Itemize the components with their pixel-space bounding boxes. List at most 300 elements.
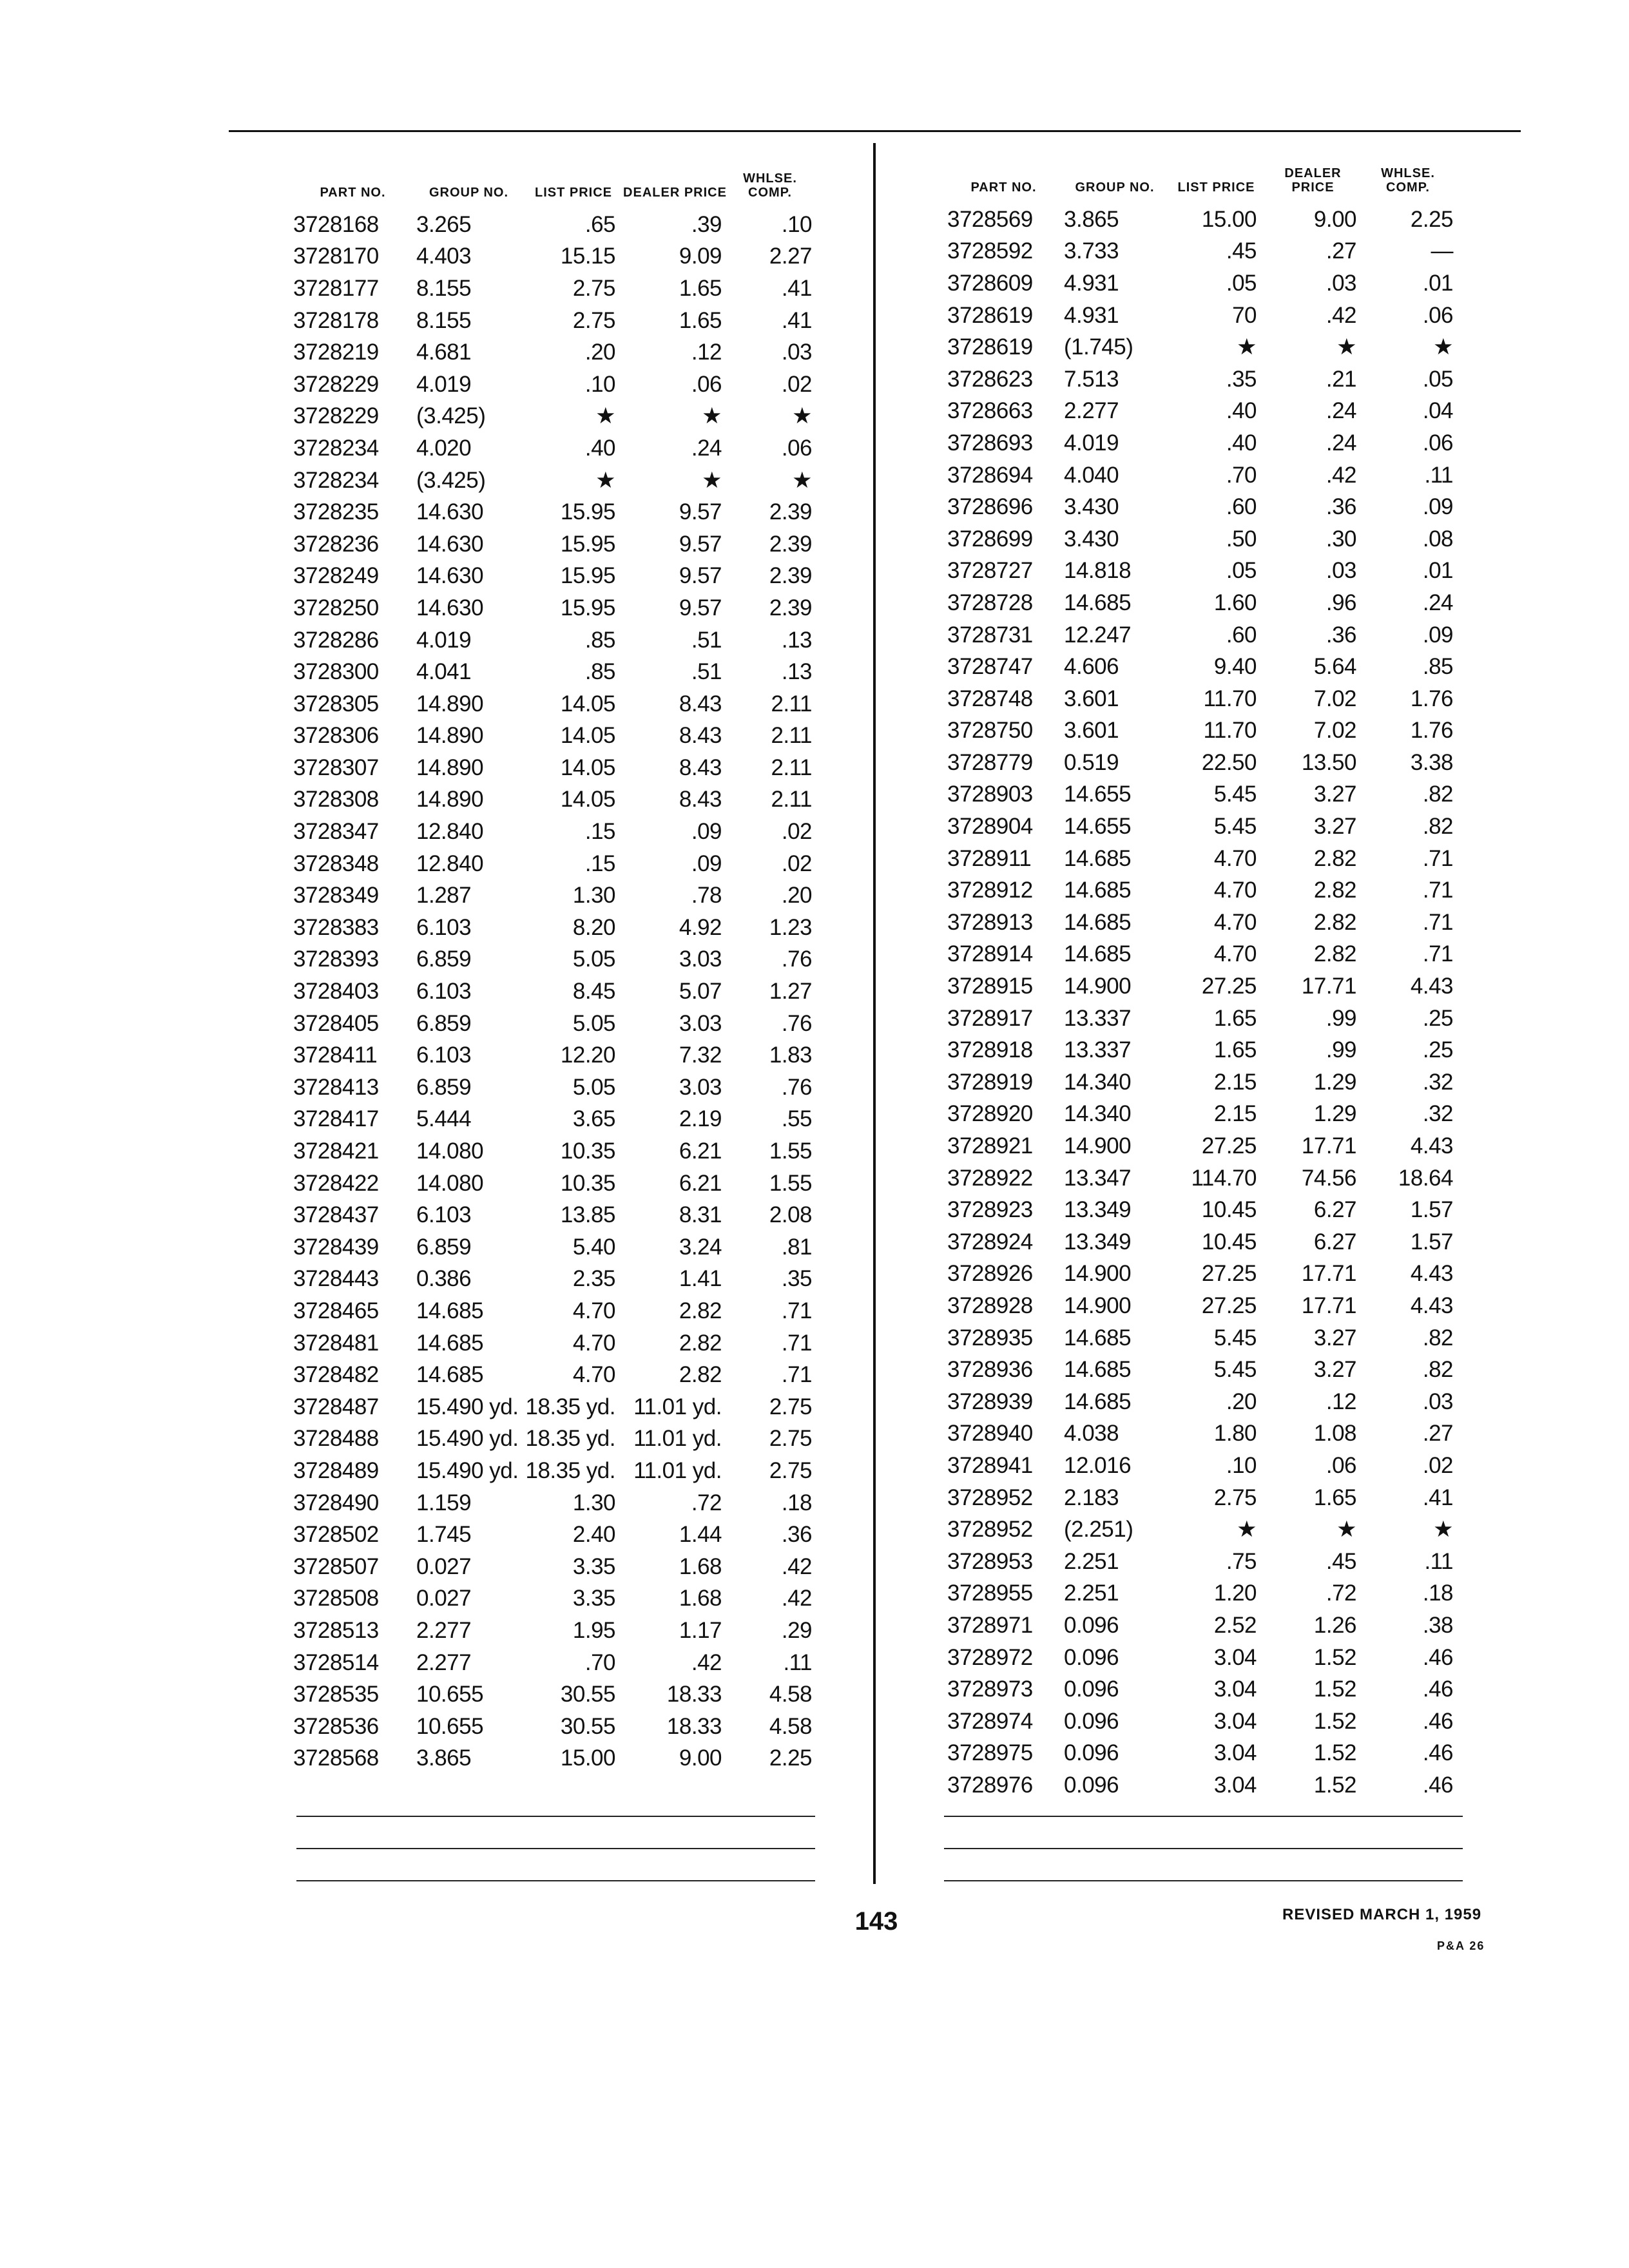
group-no-cell: 14.080: [416, 1139, 484, 1164]
whlse-comp-cell: 2.75: [769, 1457, 812, 1483]
part-no-cell: 3728443: [293, 1266, 379, 1292]
group-no-cell: 13.349: [1064, 1229, 1132, 1254]
table-row: [947, 427, 1453, 459]
list-price-cell: .85: [584, 627, 615, 653]
group-no-cell: 3.430: [1064, 494, 1119, 520]
dealer-price-cell: .45: [1325, 1548, 1356, 1574]
group-no-cell: 1.159: [416, 1490, 472, 1515]
table-row: [293, 975, 812, 1008]
table-row: [947, 491, 1453, 523]
part-no-cell: 3728250: [293, 595, 379, 620]
whlse-comp-cell: .03: [781, 340, 812, 365]
table-row: [293, 1615, 812, 1647]
whlse-comp-cell: 4.58: [769, 1682, 812, 1707]
part-no-cell: 3728422: [293, 1170, 379, 1196]
group-no-cell: 0.096: [1064, 1677, 1119, 1702]
group-no-cell: (1.745): [1064, 334, 1133, 360]
group-no-cell: 5.444: [416, 1106, 472, 1132]
table-row: [293, 465, 812, 497]
part-no-cell: 3728926: [947, 1261, 1033, 1287]
header-dealer-price: DEALER PRICE: [1284, 166, 1342, 195]
list-price-cell: 2.52: [1213, 1612, 1257, 1638]
table-row: [293, 912, 812, 944]
table-row: [947, 1514, 1453, 1546]
dealer-price-cell: 1.65: [1313, 1485, 1356, 1510]
table-row: [947, 715, 1453, 747]
dealer-price-cell: 1.65: [679, 275, 722, 301]
list-price-cell: 13.85: [560, 1202, 615, 1228]
whlse-comp-cell: .06: [781, 435, 812, 461]
part-no-cell: 3728921: [947, 1133, 1033, 1159]
group-no-cell: 14.890: [416, 787, 484, 812]
part-no-cell: 3728482: [293, 1362, 379, 1388]
table-row: [293, 1487, 812, 1519]
dealer-price-cell: .09: [691, 850, 722, 876]
group-no-cell: 2.251: [1064, 1581, 1119, 1606]
header-list-price: LIST PRICE: [534, 186, 612, 200]
table-row: [293, 879, 812, 912]
table-row: [947, 1162, 1453, 1195]
whlse-comp-cell: .76: [781, 1074, 812, 1100]
group-no-cell: 1.745: [416, 1522, 472, 1548]
whlse-comp-cell: .71: [1422, 941, 1453, 967]
list-price-cell: 2.75: [572, 307, 615, 333]
table-row: [293, 944, 812, 976]
table-row: [293, 273, 812, 305]
whlse-comp-cell: 2.27: [769, 244, 812, 269]
part-no-cell: 3728623: [947, 366, 1033, 392]
whlse-comp-cell: .85: [1422, 654, 1453, 680]
group-no-cell: 4.019: [416, 627, 472, 653]
table-row: [947, 1354, 1453, 1386]
dealer-price-cell: 4.92: [679, 914, 722, 940]
whlse-comp-cell: 4.43: [1410, 1133, 1453, 1159]
list-price-cell: 30.55: [560, 1682, 615, 1707]
table-row: [293, 1423, 812, 1456]
list-price-cell: 10.45: [1201, 1197, 1257, 1223]
column-divider: [873, 143, 876, 1884]
table-row: [293, 752, 812, 784]
part-no-cell: 3728168: [293, 211, 379, 237]
group-no-cell: 4.038: [1064, 1421, 1119, 1446]
whlse-comp-cell: 2.39: [769, 563, 812, 589]
part-no-cell: 3728940: [947, 1421, 1033, 1446]
part-no-cell: 3728286: [293, 627, 379, 653]
part-no-cell: 3728305: [293, 691, 379, 716]
dealer-price-cell: 2.82: [679, 1362, 722, 1388]
whlse-comp-cell: .71: [781, 1362, 812, 1388]
list-price-cell: 14.05: [560, 787, 615, 812]
group-no-cell: 14.685: [1064, 909, 1132, 935]
whlse-comp-cell: .25: [1422, 1037, 1453, 1063]
list-price-cell: 14.05: [560, 754, 615, 780]
right-column: [947, 148, 1453, 1802]
dealer-price-cell: 2.19: [679, 1106, 722, 1132]
dealer-price-cell: 2.82: [1313, 845, 1356, 871]
whlse-comp-cell: .82: [1422, 1357, 1453, 1383]
group-no-cell: (3.425): [416, 403, 486, 429]
table-row: [947, 300, 1453, 332]
dealer-price-cell: 17.71: [1301, 1261, 1356, 1287]
list-price-cell: 15.00: [560, 1745, 615, 1771]
right-parts-table: [947, 148, 1453, 1802]
group-no-cell: 12.016: [1064, 1452, 1132, 1478]
list-price-cell: 3.04: [1213, 1740, 1257, 1766]
group-no-cell: 6.859: [416, 1010, 472, 1036]
table-row: [947, 1386, 1453, 1418]
group-no-cell: 4.931: [1064, 302, 1119, 328]
list-price-cell: 5.45: [1213, 1357, 1257, 1383]
table-row: [947, 1066, 1453, 1099]
table-row: [293, 209, 812, 241]
whlse-comp-cell: .55: [781, 1106, 812, 1132]
whlse-comp-cell: .11: [783, 1649, 812, 1675]
list-price-cell: 5.40: [572, 1234, 615, 1260]
list-price-cell: 3.04: [1213, 1677, 1257, 1702]
group-no-cell: 6.859: [416, 947, 472, 972]
part-no-cell: 3728481: [293, 1330, 379, 1356]
group-no-cell: 14.685: [1064, 878, 1132, 903]
dealer-price-cell: .39: [691, 211, 722, 237]
list-price-cell: ★: [595, 403, 615, 429]
list-price-cell: 2.35: [572, 1266, 615, 1292]
group-no-cell: 8.155: [416, 275, 472, 301]
group-no-cell: 15.490 yd.: [416, 1394, 519, 1419]
group-no-cell: 6.103: [416, 979, 472, 1004]
part-no-cell: 3728922: [947, 1165, 1033, 1191]
table-row: [947, 843, 1453, 875]
list-price-cell: .60: [1226, 494, 1257, 520]
part-no-cell: 3728935: [947, 1325, 1033, 1350]
table-row: [947, 811, 1453, 843]
part-no-cell: 3728609: [947, 270, 1033, 296]
table-row: [947, 1610, 1453, 1642]
group-no-cell: 14.890: [416, 723, 484, 749]
list-price-cell: 14.05: [560, 691, 615, 716]
group-no-cell: 0.096: [1064, 1612, 1119, 1638]
part-no-cell: 3728502: [293, 1522, 379, 1548]
dealer-price-cell: 2.82: [1313, 941, 1356, 967]
list-price-cell: ★: [595, 467, 615, 493]
group-no-cell: 14.685: [1064, 1357, 1132, 1383]
dealer-price-cell: 7.32: [679, 1043, 722, 1068]
list-price-cell: 1.30: [572, 1490, 615, 1515]
part-no-cell: 3728915: [947, 974, 1033, 999]
part-no-cell: 3728234: [293, 435, 379, 461]
table-row: [293, 496, 812, 528]
dealer-price-cell: ★: [1336, 334, 1356, 360]
dealer-price-cell: 1.41: [679, 1266, 722, 1292]
table-row: [947, 1194, 1453, 1226]
dealer-price-cell: .99: [1325, 1037, 1356, 1063]
group-no-cell: 6.103: [416, 914, 472, 940]
part-no-cell: 3728917: [947, 1005, 1033, 1031]
group-no-cell: 14.890: [416, 754, 484, 780]
dealer-price-cell: .51: [691, 627, 722, 653]
right-table-body: [947, 204, 1453, 1802]
table-row: [947, 779, 1453, 811]
list-price-cell: 3.04: [1213, 1772, 1257, 1798]
part-no-cell: 3728535: [293, 1682, 379, 1707]
table-row: [293, 1168, 812, 1200]
group-no-cell: 4.019: [416, 371, 472, 397]
part-no-cell: 3728300: [293, 659, 379, 685]
part-no-cell: 3728308: [293, 787, 379, 812]
list-price-cell: 1.20: [1213, 1581, 1257, 1606]
table-row: [293, 1327, 812, 1360]
whlse-comp-cell: 4.58: [769, 1713, 812, 1739]
header-whlse-comp: WHLSE. COMP.: [1381, 166, 1435, 195]
table-row: [947, 204, 1453, 236]
list-price-cell: .40: [1226, 398, 1257, 424]
group-no-cell: 14.655: [1064, 782, 1132, 807]
part-no-cell: 3728465: [293, 1298, 379, 1323]
group-no-cell: 14.685: [416, 1330, 484, 1356]
list-price-cell: 4.70: [572, 1330, 615, 1356]
list-price-cell: 1.65: [1213, 1005, 1257, 1031]
group-no-cell: 12.840: [416, 850, 484, 876]
group-no-cell: 14.630: [416, 563, 484, 589]
dealer-price-cell: 1.68: [679, 1553, 722, 1579]
group-no-cell: 14.685: [416, 1298, 484, 1323]
dealer-price-cell: 9.09: [679, 244, 722, 269]
dealer-price-cell: .24: [1325, 430, 1356, 456]
dealer-price-cell: .51: [691, 659, 722, 685]
part-no-cell: 3728936: [947, 1357, 1033, 1383]
part-no-cell: 3728972: [947, 1644, 1033, 1670]
dealer-price-cell: ★: [702, 467, 722, 493]
group-no-cell: 8.155: [416, 307, 472, 333]
whlse-comp-cell: 3.38: [1410, 749, 1453, 775]
list-price-cell: 3.04: [1213, 1644, 1257, 1670]
table-row: [293, 816, 812, 848]
part-no-cell: 3728513: [293, 1617, 379, 1643]
group-no-cell: 2.277: [416, 1649, 472, 1675]
dealer-price-cell: .06: [691, 371, 722, 397]
whlse-comp-cell: .24: [1422, 590, 1453, 615]
whlse-comp-cell: 2.11: [771, 691, 812, 716]
dealer-price-cell: 6.27: [1313, 1229, 1356, 1254]
part-no-cell: 3728536: [293, 1713, 379, 1739]
list-price-cell: 4.70: [572, 1362, 615, 1388]
table-row: [293, 401, 812, 433]
list-price-cell: 8.45: [572, 979, 615, 1004]
part-no-cell: 3728955: [947, 1581, 1033, 1606]
header-dealer-price: DEALER PRICE: [623, 186, 727, 200]
table-row: [947, 1258, 1453, 1291]
group-no-cell: 2.183: [1064, 1485, 1119, 1510]
list-price-cell: .15: [584, 850, 615, 876]
table-row: [293, 848, 812, 880]
dealer-price-cell: 2.82: [679, 1330, 722, 1356]
group-no-cell: 4.931: [1064, 270, 1119, 296]
part-no-cell: 3728170: [293, 244, 379, 269]
group-no-cell: 4.041: [416, 659, 472, 685]
table-row: [293, 1391, 812, 1423]
table-row: [947, 683, 1453, 715]
table-row: [947, 555, 1453, 588]
table-row: [293, 1008, 812, 1040]
dealer-price-cell: 5.07: [679, 979, 722, 1004]
table-row: [947, 396, 1453, 428]
list-price-cell: 1.65: [1213, 1037, 1257, 1063]
dealer-price-cell: 1.26: [1313, 1612, 1356, 1638]
whlse-comp-cell: .02: [781, 850, 812, 876]
part-no-cell: 3728974: [947, 1708, 1033, 1734]
list-price-cell: 3.35: [572, 1586, 615, 1611]
dealer-price-cell: 1.29: [1313, 1101, 1356, 1127]
list-price-cell: 5.05: [572, 1074, 615, 1100]
group-no-cell: 14.655: [1064, 814, 1132, 840]
dealer-price-cell: 5.64: [1313, 654, 1356, 680]
part-no-cell: 3728939: [947, 1389, 1033, 1414]
whlse-comp-cell: 2.11: [771, 723, 812, 749]
group-no-cell: 15.490 yd.: [416, 1457, 519, 1483]
group-no-cell: 15.490 yd.: [416, 1426, 519, 1452]
whlse-comp-cell: 2.39: [769, 499, 812, 525]
whlse-comp-cell: .11: [1424, 1548, 1453, 1574]
whlse-comp-cell: 1.55: [769, 1170, 812, 1196]
header-whlse-comp: WHLSE. COMP.: [743, 171, 797, 200]
group-no-cell: 14.685: [1064, 590, 1132, 615]
part-no-cell: 3728421: [293, 1139, 379, 1164]
whlse-comp-cell: .71: [781, 1330, 812, 1356]
list-price-cell: 15.00: [1201, 206, 1257, 232]
table-row: [293, 561, 812, 593]
part-no-cell: 3728489: [293, 1457, 379, 1483]
dealer-price-cell: .36: [1325, 622, 1356, 648]
list-price-cell: .70: [1226, 462, 1257, 488]
group-no-cell: 14.340: [1064, 1069, 1132, 1095]
part-no-cell: 3728249: [293, 563, 379, 589]
group-no-cell: 4.019: [1064, 430, 1119, 456]
group-no-cell: 13.347: [1064, 1165, 1132, 1191]
part-no-cell: 3728731: [947, 622, 1033, 648]
part-no-cell: 3728405: [293, 1010, 379, 1036]
top-rule: [229, 130, 1521, 132]
group-no-cell: 2.277: [416, 1617, 472, 1643]
whlse-comp-cell: .46: [1422, 1740, 1453, 1766]
part-no-cell: 3728619: [947, 302, 1033, 328]
whlse-comp-cell: .02: [1422, 1452, 1453, 1478]
group-no-cell: 6.103: [416, 1202, 472, 1228]
whlse-comp-cell: .02: [781, 371, 812, 397]
blank-rule: [296, 1816, 815, 1817]
dealer-price-cell: 17.71: [1301, 1133, 1356, 1159]
part-no-cell: 3728619: [947, 334, 1033, 360]
list-price-cell: 10.35: [560, 1170, 615, 1196]
part-no-cell: 3728694: [947, 462, 1033, 488]
part-no-cell: 3728236: [293, 531, 379, 557]
part-no-cell: 3728487: [293, 1394, 379, 1419]
whlse-comp-cell: .08: [1422, 526, 1453, 552]
blank-rule: [296, 1848, 815, 1849]
table-row: [293, 1104, 812, 1136]
whlse-comp-cell: .81: [781, 1234, 812, 1260]
part-no-cell: 3728952: [947, 1517, 1033, 1542]
list-price-cell: .10: [1226, 1452, 1257, 1478]
table-row: [947, 747, 1453, 779]
group-no-cell: 14.900: [1064, 1261, 1132, 1287]
group-no-cell: 13.349: [1064, 1197, 1132, 1223]
whlse-comp-cell: 1.76: [1410, 718, 1453, 744]
whlse-comp-cell: 2.39: [769, 595, 812, 620]
dealer-price-cell: 2.82: [1313, 909, 1356, 935]
group-no-cell: 1.287: [416, 883, 472, 908]
list-price-cell: 2.15: [1213, 1101, 1257, 1127]
part-no-cell: 3728417: [293, 1106, 379, 1132]
part-no-cell: 3728508: [293, 1586, 379, 1611]
list-price-cell: 10.45: [1201, 1229, 1257, 1254]
dealer-price-cell: 1.52: [1313, 1644, 1356, 1670]
whlse-comp-cell: .03: [1422, 1389, 1453, 1414]
group-no-cell: 0.027: [416, 1553, 472, 1579]
list-price-cell: 1.60: [1213, 590, 1257, 615]
whlse-comp-cell: 2.25: [1410, 206, 1453, 232]
group-no-cell: 14.685: [1064, 941, 1132, 967]
table-row: [293, 1743, 812, 1775]
group-no-cell: 4.040: [1064, 462, 1119, 488]
table-row: [293, 1711, 812, 1743]
list-price-cell: 15.15: [560, 244, 615, 269]
part-no-cell: 3728920: [947, 1101, 1033, 1127]
part-no-cell: 3728393: [293, 947, 379, 972]
list-price-cell: 3.65: [572, 1106, 615, 1132]
dealer-price-cell: 1.52: [1313, 1740, 1356, 1766]
left-table-body: [293, 209, 812, 1774]
group-no-cell: 3.865: [416, 1745, 472, 1771]
table-row: [947, 1226, 1453, 1258]
part-no-cell: 3728750: [947, 718, 1033, 744]
left-column: [293, 153, 812, 1774]
list-price-cell: .40: [1226, 430, 1257, 456]
blank-rule: [296, 1880, 815, 1881]
list-price-cell: .10: [584, 371, 615, 397]
whlse-comp-cell: .71: [781, 1298, 812, 1323]
dealer-price-cell: 2.82: [679, 1298, 722, 1323]
list-price-cell: .15: [584, 819, 615, 845]
part-no-cell: 3728971: [947, 1612, 1033, 1638]
group-no-cell: 4.020: [416, 435, 472, 461]
blank-rule: [944, 1848, 1463, 1849]
group-no-cell: 14.890: [416, 691, 484, 716]
list-price-cell: 27.25: [1201, 1261, 1257, 1287]
dealer-price-cell: .24: [691, 435, 722, 461]
list-price-cell: 11.70: [1203, 686, 1257, 711]
dealer-price-cell: .03: [1325, 558, 1356, 584]
left-parts-table: [293, 153, 812, 1774]
whlse-comp-cell: 1.76: [1410, 686, 1453, 711]
whlse-comp-cell: 2.25: [769, 1745, 812, 1771]
table-row: [293, 1647, 812, 1679]
list-price-cell: 1.80: [1213, 1421, 1257, 1446]
table-row: [293, 1295, 812, 1327]
whlse-comp-cell: .05: [1422, 366, 1453, 392]
dealer-price-cell: 1.52: [1313, 1708, 1356, 1734]
whlse-comp-cell: .42: [781, 1553, 812, 1579]
dealer-price-cell: .42: [1325, 302, 1356, 328]
list-price-cell: .60: [1226, 622, 1257, 648]
whlse-comp-cell: .71: [1422, 878, 1453, 903]
whlse-comp-cell: .06: [1422, 302, 1453, 328]
header-part-no: PART NO.: [970, 180, 1037, 195]
list-price-cell: 18.35 yd.: [525, 1457, 615, 1483]
dealer-price-cell: 1.17: [679, 1617, 722, 1643]
whlse-comp-cell: 18.64: [1398, 1165, 1453, 1191]
part-no-cell: 3728507: [293, 1553, 379, 1579]
group-no-cell: 0.096: [1064, 1740, 1119, 1766]
dealer-price-cell: 9.00: [1313, 206, 1356, 232]
